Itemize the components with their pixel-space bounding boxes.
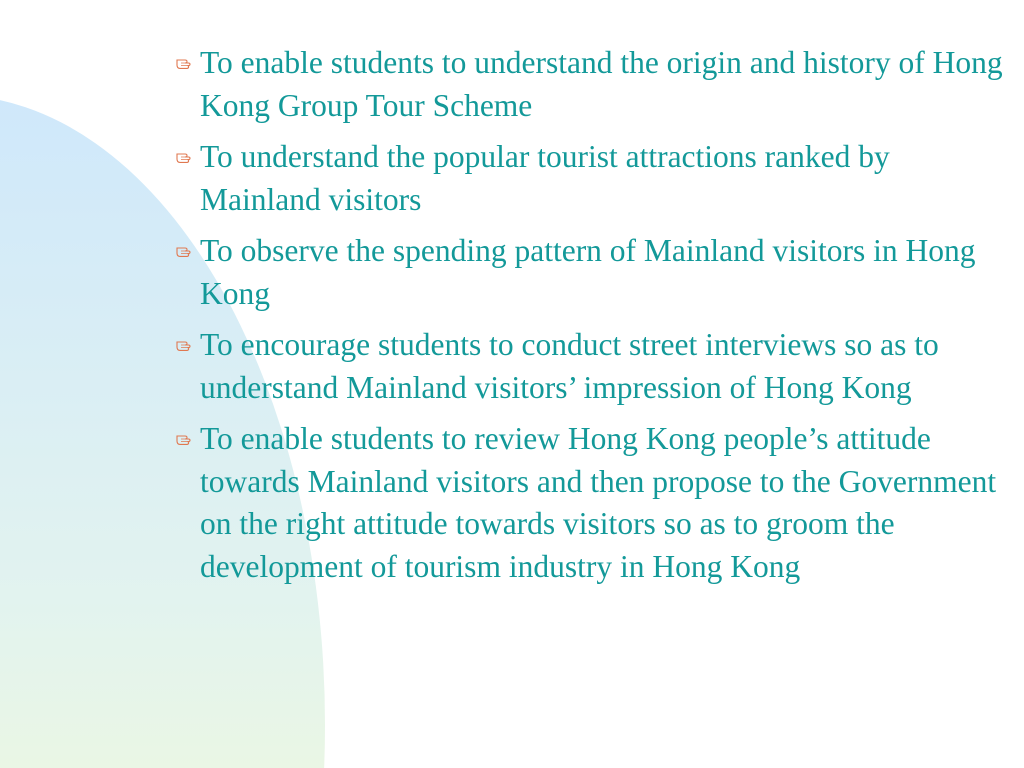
bullet-text: To observe the spending pattern of Mainland visitors in Hong Kong — [200, 233, 976, 311]
pointing-hand-icon — [176, 338, 192, 352]
bullet-item — [176, 418, 1011, 588]
bullet-item — [176, 230, 1011, 315]
bullet-text: To encourage students to conduct street interviews so as to understand Mainland visitors’ impression of Hong Kong — [200, 327, 939, 405]
pointing-hand-icon — [176, 244, 192, 258]
bullet-list — [176, 42, 1011, 597]
bullet-text: To understand the popular tourist attractions ranked by Mainland visitors — [200, 139, 890, 217]
bullet-text: To enable students to review Hong Kong people’s attitude towards Mainland visitors and then propose to the Government on the right attitude towards visitors so as to groom the development of tourism industry in Hong Kong — [200, 421, 997, 584]
bullet-item — [176, 136, 1011, 221]
pointing-hand-icon — [176, 56, 192, 70]
bullet-item — [176, 324, 1011, 409]
pointing-hand-icon — [176, 432, 192, 446]
bullet-text: To enable students to understand the origin and history of Hong Kong Group Tour Scheme — [200, 45, 1003, 123]
pointing-hand-icon — [176, 150, 192, 164]
bullet-item — [176, 42, 1011, 127]
